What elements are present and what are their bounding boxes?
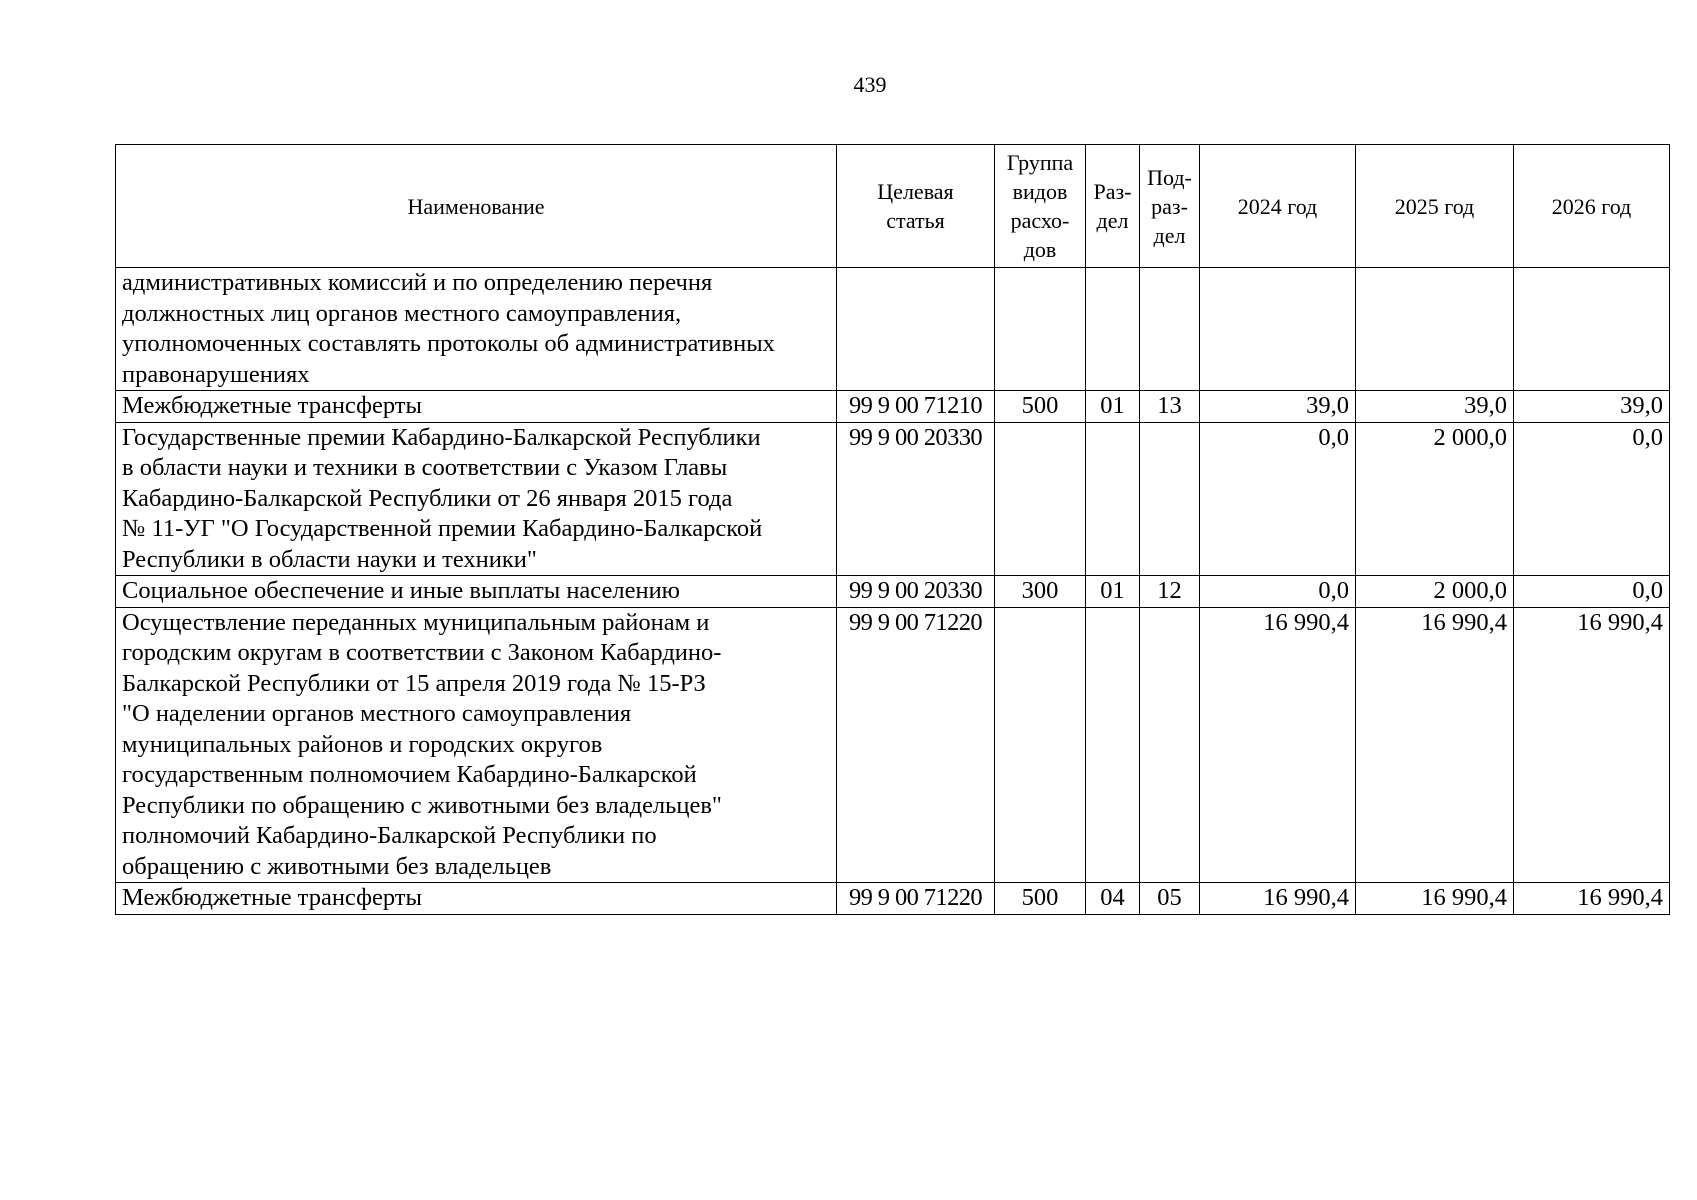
name-line: городским округам в соответствии с Законом Кабардино- xyxy=(122,639,722,666)
name-line: в области науки и техники в соответствии с Указом Главы xyxy=(122,454,728,481)
cell-target: 99 9 00 71220 xyxy=(837,607,995,883)
cell-2024: 0,0 xyxy=(1200,576,1356,608)
header-section-line: Раз- xyxy=(1093,179,1132,204)
name-line: полномочий Кабардино-Балкарской Республики по xyxy=(122,822,657,849)
cell-group: 500 xyxy=(995,883,1086,915)
cell-2025: 2 000,0 xyxy=(1356,576,1514,608)
name-line: Республики по обращению с животными без владельцев" xyxy=(122,791,722,819)
header-section xyxy=(1086,145,1140,268)
header-group-line: дов xyxy=(1023,237,1057,262)
cell-2025: 39,0 xyxy=(1356,391,1514,423)
cell-target: 99 9 00 71210 xyxy=(837,391,995,423)
cell-subsection xyxy=(1140,607,1200,883)
header-group-line: расхо- xyxy=(1010,208,1070,233)
cell-2026: 0,0 xyxy=(1514,576,1670,608)
name-line: государственным полномочием Кабардино-Балкарской xyxy=(122,761,697,788)
header-expense-group xyxy=(995,145,1086,268)
name-line: Республики в области науки и техники" xyxy=(122,545,537,573)
cell-2025 xyxy=(1356,268,1514,391)
cell-2025: 16 990,4 xyxy=(1356,883,1514,915)
cell-target: 99 9 00 20330 xyxy=(837,576,995,608)
header-2026: 2026 год xyxy=(1514,145,1670,268)
cell-name xyxy=(116,391,837,423)
name-line: правонарушениях xyxy=(122,360,310,388)
header-name: Наименование xyxy=(116,145,837,268)
name-line: административных комиссий и по определению перечня xyxy=(122,269,713,296)
name-line: № 11-УГ "О Государственной премии Кабардино-Балкарской xyxy=(122,515,763,542)
cell-2024: 39,0 xyxy=(1200,391,1356,423)
header-group-line: Группа xyxy=(1006,150,1074,175)
header-subsection-line: Под- xyxy=(1147,164,1192,190)
cell-2026: 16 990,4 xyxy=(1514,607,1670,883)
cell-subsection xyxy=(1140,422,1200,576)
header-row xyxy=(116,145,1670,268)
name-line: Балкарской Республики от 15 апреля 2019 года № 15-РЗ xyxy=(122,669,706,697)
cell-section xyxy=(1086,268,1140,391)
header-section-line: дел xyxy=(1096,208,1129,233)
name-line: "О наделении органов местного самоуправления xyxy=(122,700,632,727)
page-number: 439 xyxy=(853,72,887,97)
cell-section: 01 xyxy=(1086,576,1140,608)
cell-2024: 16 990,4 xyxy=(1200,883,1356,915)
name-line: Межбюджетные трансферты xyxy=(122,884,422,911)
table-row xyxy=(116,391,1670,423)
cell-subsection xyxy=(1140,268,1200,391)
table-row xyxy=(116,607,1670,883)
cell-name xyxy=(116,607,837,883)
header-subsection-line: раз- xyxy=(1151,193,1188,219)
header-target-line: Целевая xyxy=(877,179,954,204)
header-2025: 2025 год xyxy=(1356,145,1514,268)
cell-section: 04 xyxy=(1086,883,1140,915)
cell-group xyxy=(995,268,1086,391)
header-2024: 2024 год xyxy=(1200,145,1356,268)
cell-2026 xyxy=(1514,268,1670,391)
cell-2024: 16 990,4 xyxy=(1200,607,1356,883)
header-subsection xyxy=(1140,145,1200,268)
cell-2025: 2 000,0 xyxy=(1356,422,1514,576)
cell-2024 xyxy=(1200,268,1356,391)
name-line: должностных лиц органов местного самоуправления, xyxy=(122,299,682,327)
header-group-line: видов xyxy=(1012,179,1068,204)
cell-2025: 16 990,4 xyxy=(1356,607,1514,883)
cell-target: 99 9 00 20330 xyxy=(837,422,995,576)
name-line: Межбюджетные трансферты xyxy=(122,392,422,419)
cell-subsection: 13 xyxy=(1140,391,1200,423)
cell-name xyxy=(116,576,837,608)
cell-section xyxy=(1086,422,1140,576)
cell-target xyxy=(837,268,995,391)
cell-name xyxy=(116,422,837,576)
name-line: обращению с животными без владельцев xyxy=(122,852,552,880)
cell-2026: 16 990,4 xyxy=(1514,883,1670,915)
name-line: Государственные премии Кабардино-Балкарской Республики xyxy=(122,423,761,451)
cell-section xyxy=(1086,607,1140,883)
header-subsection-line: дел xyxy=(1153,222,1186,248)
cell-group: 500 xyxy=(995,391,1086,423)
table-row xyxy=(116,883,1670,915)
name-line: Социальное обеспечение и иные выплаты населению xyxy=(122,577,680,604)
header-target-line: статья xyxy=(886,208,945,233)
cell-section: 01 xyxy=(1086,391,1140,423)
cell-target: 99 9 00 71220 xyxy=(837,883,995,915)
cell-name xyxy=(116,268,837,391)
cell-2024: 0,0 xyxy=(1200,422,1356,576)
header-target-article xyxy=(837,145,995,268)
name-line: муниципальных районов и городских округов xyxy=(122,730,603,758)
table-row xyxy=(116,268,1670,391)
cell-subsection: 05 xyxy=(1140,883,1200,915)
cell-2026: 0,0 xyxy=(1514,422,1670,576)
name-line: Осуществление переданных муниципальным районам и xyxy=(122,608,710,636)
cell-group xyxy=(995,422,1086,576)
cell-subsection: 12 xyxy=(1140,576,1200,608)
name-line: уполномоченных составлять протоколы об административных xyxy=(122,330,775,357)
budget-table xyxy=(115,144,1670,915)
name-line: Кабардино-Балкарской Республики от 26 января 2015 года xyxy=(122,484,733,512)
cell-name xyxy=(116,883,837,915)
cell-group: 300 xyxy=(995,576,1086,608)
table-row xyxy=(116,422,1670,576)
table-row xyxy=(116,576,1670,608)
cell-2026: 39,0 xyxy=(1514,391,1670,423)
cell-group xyxy=(995,607,1086,883)
